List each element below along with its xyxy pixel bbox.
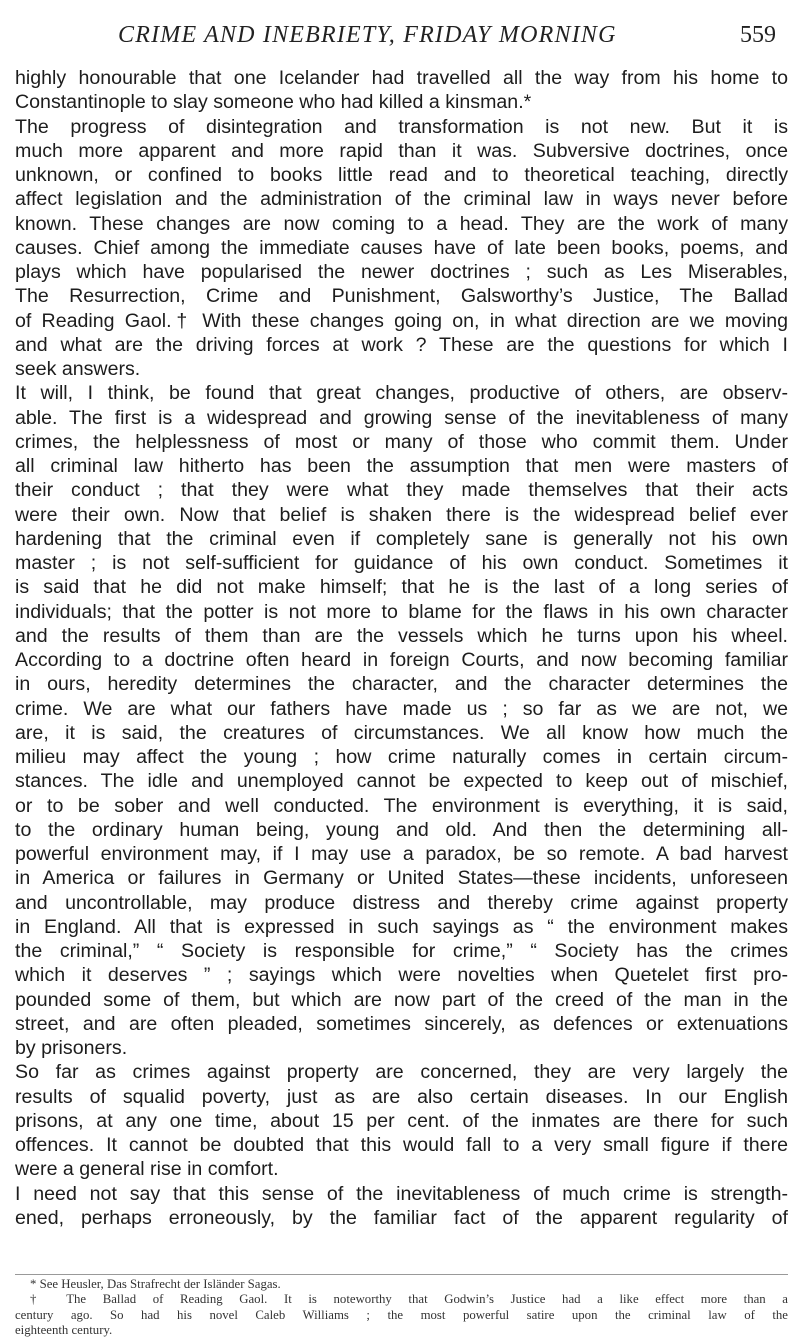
- text-line: ened, perhaps erroneously, by the familiar fact of the apparent regularity of: [15, 1206, 788, 1229]
- text-line: or to be sober and well conducted. The environment is everything, it is said,: [15, 794, 788, 817]
- text-line: and what are the driving forces at work ? These are the questions for which I: [15, 333, 788, 356]
- text-line: pounded some of them, but which are now part of the creed of the man in the: [15, 988, 788, 1011]
- text-line: prisons, at any one time, about 15 per cent. of the inmates are there for such: [15, 1109, 788, 1132]
- text-line: unknown, or confined to books little read and to theoretical teaching, directly: [15, 164, 788, 186]
- text-line: in ours, heredity determines the character, and the character determines the: [15, 673, 788, 696]
- text-line: I need not say that this sense of the inevitableness of much crime is strength-: [15, 1182, 788, 1205]
- text-line: hardening that the criminal even if completely sane is generally not his own: [15, 527, 788, 550]
- text-line: were their own. Now that belief is shaken there is the widespread belief ever: [15, 503, 788, 526]
- text-line: in England. All that is expressed in such sayings as “ the environment makes: [15, 915, 788, 938]
- text-line: crime. We are what our fathers have made us ; so far as we are not, we: [15, 697, 788, 720]
- text-line: stances. The idle and unemployed cannot be expected to keep out of mischief,: [15, 770, 788, 793]
- text-line: plays which have popularised the newer doctrines ; such as Les Miserables,: [15, 261, 788, 283]
- body-text: [15, 66, 788, 1230]
- text-line: able. The first is a widespread and growing sense of the inevitableness of many: [15, 406, 788, 429]
- text-line: and the results of them than are the vessels which he turns upon his wheel.: [15, 624, 788, 647]
- text-line: results of squalid poverty, just as are also certain diseases. In our English: [15, 1085, 788, 1108]
- footnote-line: century ago. So had his novel Caleb Williams ; the most powerful satire upon the criminal law of the: [15, 1307, 788, 1322]
- text-line: The Resurrection, Crime and Punishment, Galsworthy’s Justice, The Ballad: [15, 285, 788, 308]
- text-line: by prisoners.: [15, 1037, 128, 1059]
- text-line: which it deserves ” ; sayings which were novelties when Quetelet first pro-: [15, 964, 788, 987]
- text-line: and uncontrollable, may produce distress and thereby crime against property: [15, 891, 788, 914]
- text-line: much more apparent and more rapid than it was. Subversive doctrines, once: [15, 139, 788, 162]
- running-title: CRIME AND INEBRIETY, FRIDAY MORNING: [118, 22, 617, 48]
- text-line: the criminal,” “ Society is responsible for crime,” “ Society has the crimes: [15, 940, 788, 962]
- text-line: is said that he did not make himself; that he is the last of a long series of: [15, 576, 788, 599]
- text-line: milieu may affect the young ; how crime naturally comes in certain circum-: [15, 746, 788, 768]
- text-line: seek answers.: [15, 358, 141, 380]
- text-line: in America or failures in Germany or United States—these incidents, unforeseen: [15, 867, 788, 890]
- text-line: street, and are often pleaded, sometimes sincerely, as defences or extenuations: [15, 1012, 788, 1035]
- text-line: are, it is said, the creatures of circumstances. We all know how much the: [15, 721, 788, 744]
- text-line: of Reading Gaol.† With these changes going on, in what direction are we moving: [15, 309, 788, 332]
- text-line: highly honourable that one Icelander had travelled all the way from his home to: [15, 67, 788, 89]
- footnote-line: † The Ballad of Reading Gaol. It is noteworthy that Godwin’s Justice had a like effect more than a: [30, 1292, 788, 1307]
- page-number: 559: [740, 22, 776, 48]
- text-line: It will, I think, be found that great changes, productive of others, are observ-: [15, 382, 788, 405]
- text-line: affect legislation and the administration of the criminal law in ways never before: [15, 188, 788, 211]
- text-line: all criminal law hitherto has been the assumption that men were masters of: [15, 455, 788, 477]
- text-line: The progress of disintegration and transformation is not new. But it is: [15, 115, 788, 138]
- running-head: [0, 18, 800, 58]
- text-line: crimes, the helplessness of most or many of those who commit them. Under: [15, 430, 788, 453]
- text-line: to the ordinary human being, young and old. And then the determining all-: [15, 818, 788, 841]
- text-line: known. These changes are now coming to a head. They are the work of many: [15, 212, 788, 235]
- footnote-line: eighteenth century.: [15, 1322, 113, 1337]
- footnote-line: * See Heusler, Das Strafrecht der Isländer Sagas.: [30, 1277, 281, 1291]
- text-line: causes. Chief among the immediate causes have of late been books, poems, and: [15, 236, 788, 259]
- text-line: were a general rise in comfort.: [15, 1158, 279, 1181]
- footnotes: [15, 1277, 788, 1338]
- text-line: So far as crimes against property are concerned, they are very largely the: [15, 1061, 788, 1084]
- text-line: According to a doctrine often heard in foreign Courts, and now becoming familiar: [15, 649, 788, 671]
- text-line: their conduct ; that they were what they made themselves that their acts: [15, 479, 788, 502]
- text-line: powerful environment may, if I may use a paradox, be so remote. A bad harvest: [15, 843, 788, 865]
- footnote-divider: [15, 1274, 788, 1275]
- text-line: offences. It cannot be doubted that this would fall to a very small figure if there: [15, 1134, 788, 1156]
- text-line: Constantinople to slay someone who had killed a kinsman.*: [15, 91, 532, 114]
- text-line: individuals; that the potter is not more to blame for the flaws in his own character: [15, 600, 788, 623]
- text-line: master ; is not self-sufficient for guidance of his own conduct. Sometimes it: [15, 552, 788, 574]
